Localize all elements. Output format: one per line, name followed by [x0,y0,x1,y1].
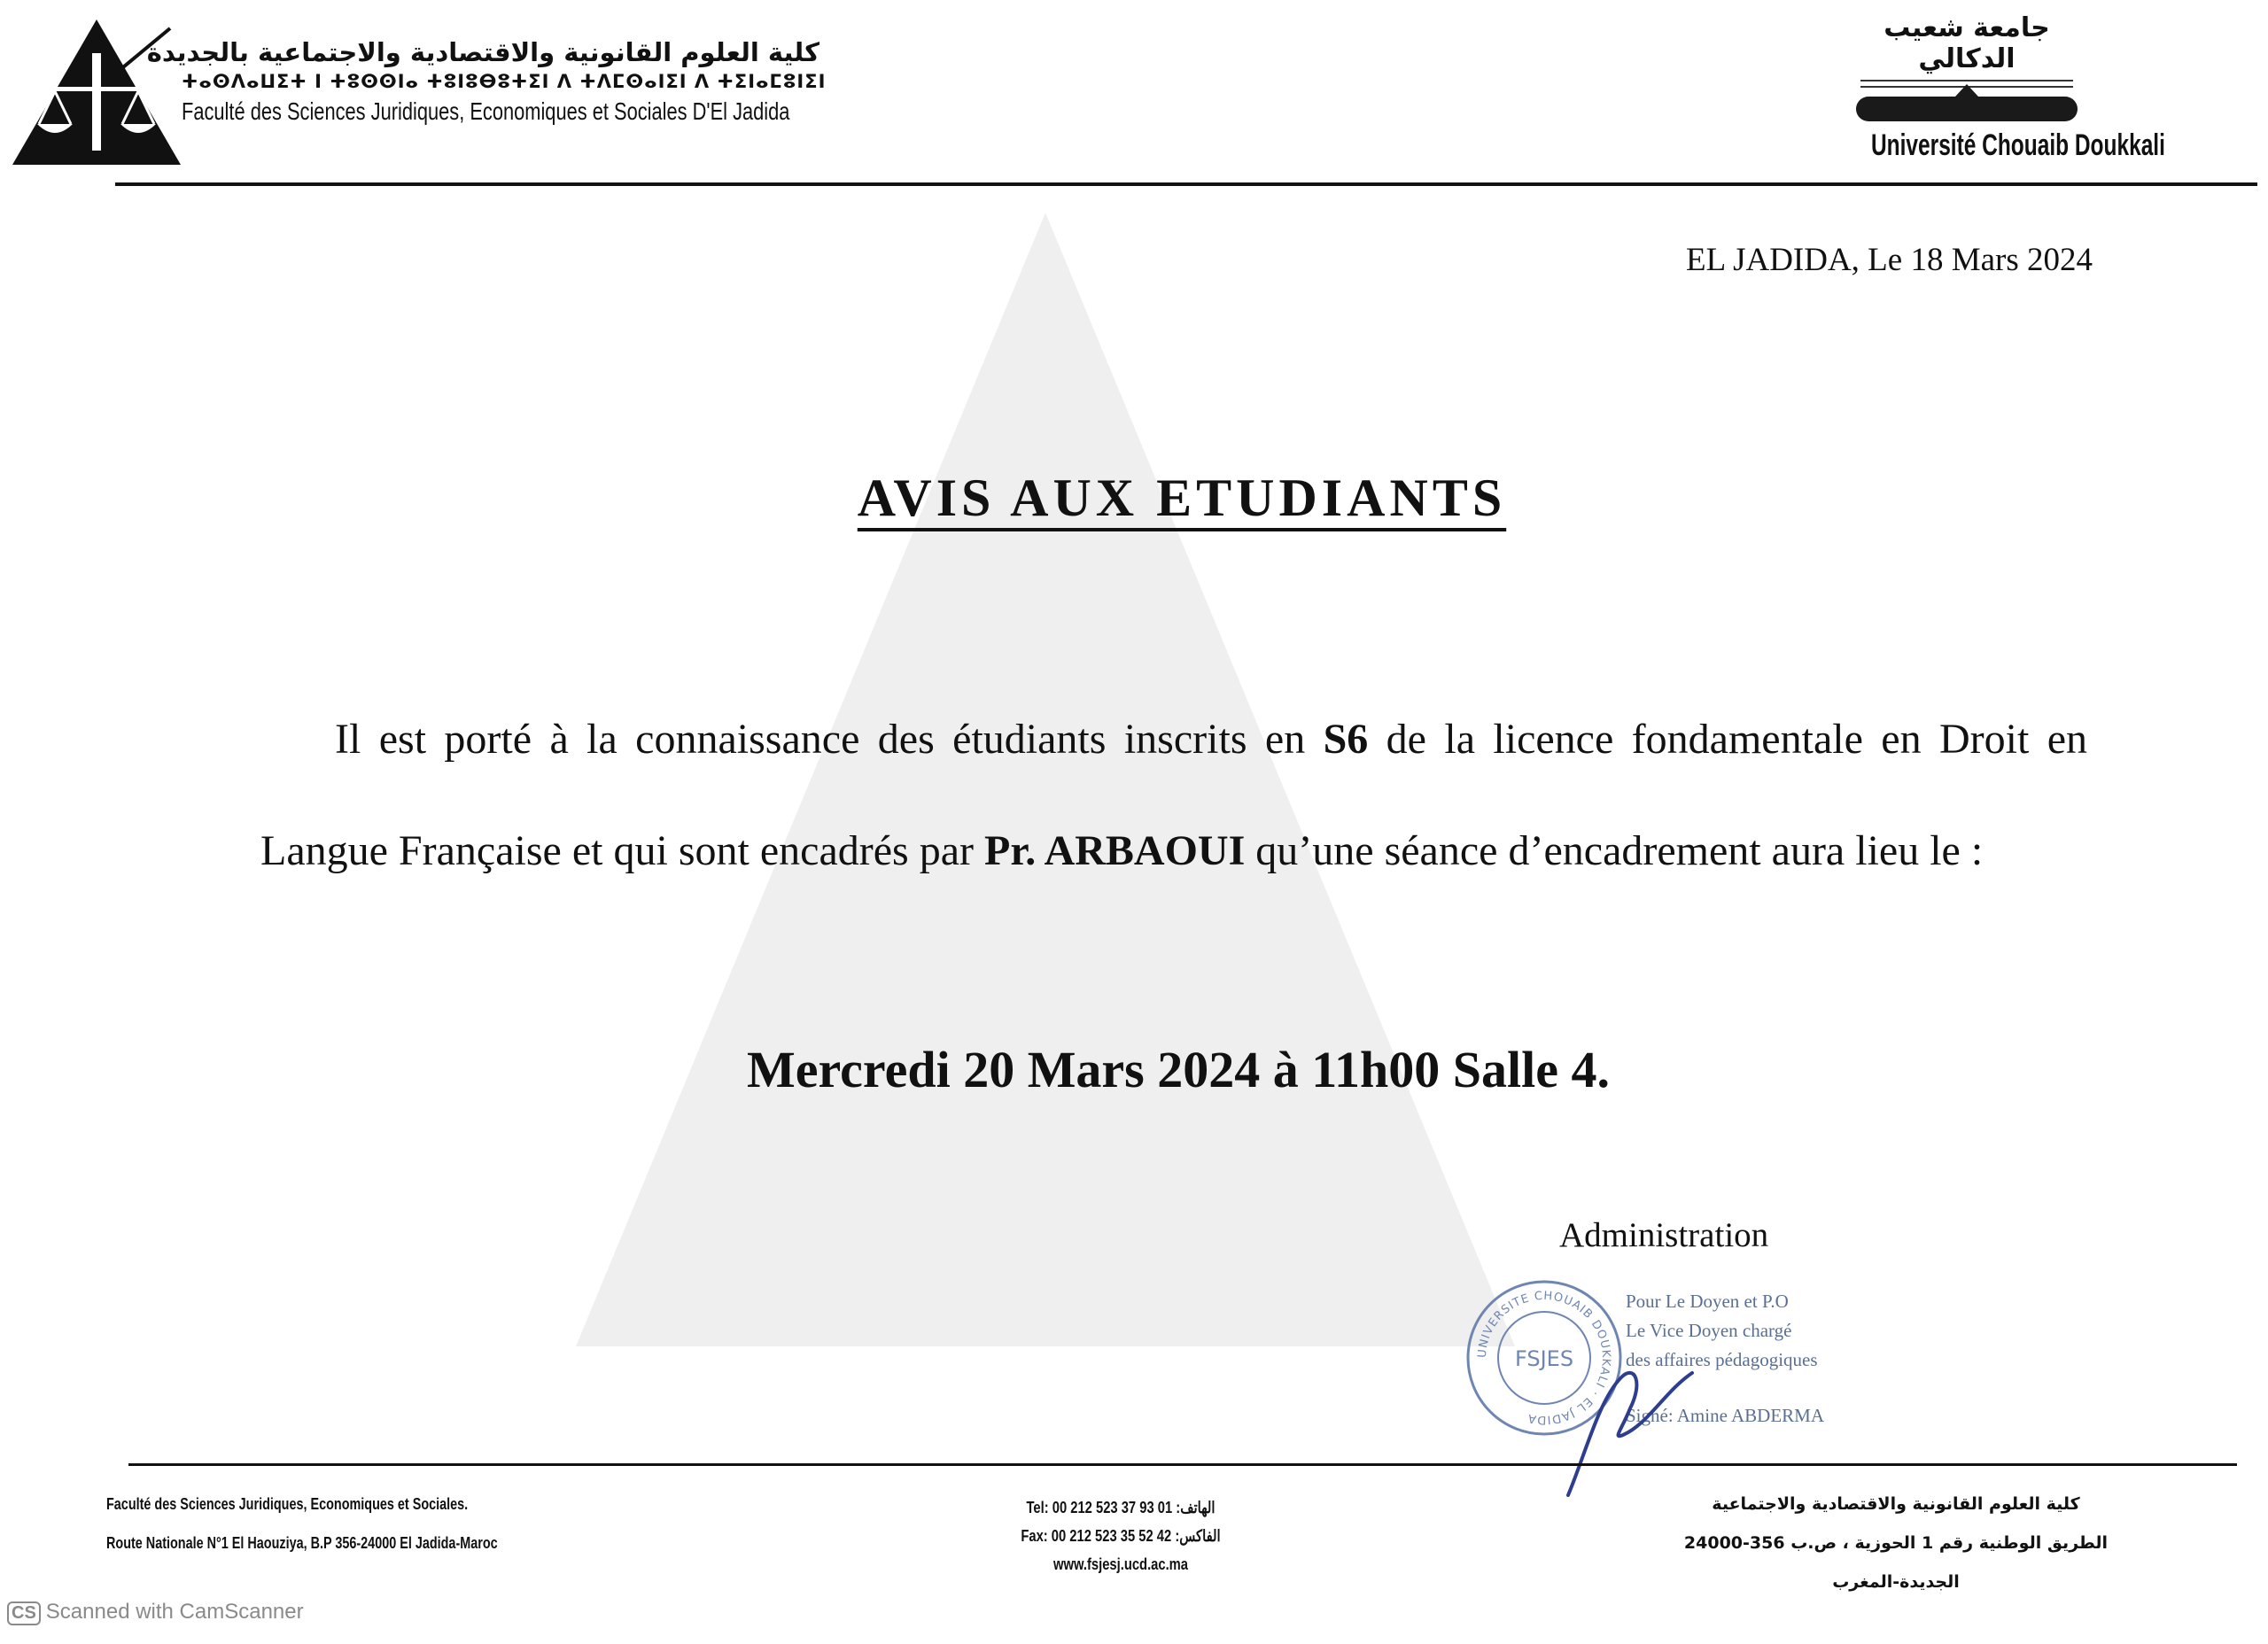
camscanner-watermark [7,1600,304,1625]
footer-right-line-1: كلية العلوم القانونية والاقتصادية والاجتماعية [1712,1494,2080,1514]
notice-paragraph [260,684,2087,907]
stamp-center-text: FSJES [1514,1346,1574,1371]
university-name-french: Université Chouaib Doukkali [1871,128,2165,162]
signature-line-4: Signé: Amine ABDERMA [1626,1405,1825,1426]
university-name-arabic: جامعة شعيب الدكالي [1884,12,2050,74]
footer-divider [128,1463,2237,1466]
footer-web: www.fsjesj.ucd.ac.ma [1052,1555,1189,1573]
administration-label: Administration [1559,1216,1769,1254]
faculty-header [146,37,827,126]
document-date: EL JADIDA, Le 18 Mars 2024 [1686,242,2093,278]
stamp-ring-text: UNIVERSITE CHOUAIB DOUKKALI · EL JADIDA [1475,1289,1613,1427]
signature-line-3: des affaires pédagogiques [1626,1349,1818,1370]
handwritten-signature [1559,1355,1736,1497]
footer-right-line-2: الطريق الوطنية رقم 1 الحوزية ، ص.ب 356-24000 الجديدة-المغرب [1683,1533,2109,1592]
notice-end: qu’une séance d’encadrement aura lieu le : [1245,827,1984,874]
signature-line-1: Pour Le Doyen et P.O [1626,1291,1789,1312]
session-schedule: Mercredi 20 Mars 2024 à 11h00 Salle 4. [746,1041,1611,1098]
faculty-name-tifinagh: ⵜⴰⵙⴷⴰⵡⵉⵜ ⵏ ⵜⵓⵙⵙⵏⴰ ⵜⵓⵏⵓⴱⵓⵜⵉⵏ ⴷ ⵜⴷⵎⵙⴰⵏⵉⵏ ⴷ ⵜⵉⵏⴰⵎⵓⵏⵉⵏ [182,71,827,92]
faculty-name-arabic: كلية العلوم القانونية والاقتصادية والاجتماعية بالجديدة [146,37,819,67]
notice-body [260,684,2087,907]
footer-address-fr [106,1485,595,1563]
footer-address-ar [1648,1485,2144,1601]
footer-tel: Tel: 00 212 523 37 93 01 :الهاتف [1026,1499,1216,1516]
signature-line-2: Le Vice Doyen chargé [1626,1320,1792,1341]
footer-left-line-1: Faculté des Sciences Juridiques, Economiques et Sociales. [106,1495,469,1513]
notice-professor: Pr. ARBAOUI [984,827,1246,874]
camscanner-text: Scanned with CamScanner [45,1600,304,1624]
footer-contact [983,1493,1258,1578]
university-arch-logo [1856,97,2078,121]
notice-mid: de la licence fondamentale en Droit en Langue Française et qui sont encadrés par [260,716,2087,874]
footer-fax: Fax: 00 212 523 35 52 42 :الفاكس [1021,1527,1221,1545]
notice-level: S6 [1323,716,1369,763]
header-divider [115,182,2257,186]
document-title: AVIS AUX ETUDIANTS [857,469,1507,527]
notice-intro: Il est porté à la connaissance des étudiants inscrits en [335,716,1324,763]
footer-left-line-2: Route Nationale N°1 El Haouziya, B.P 356-24000 El Jadida-Maroc [106,1534,498,1552]
faculty-name-french: Faculté des Sciences Juridiques, Economiques et Sociales D'El Jadida [182,97,790,125]
camscanner-icon: CS [7,1601,41,1625]
university-header [1834,12,2165,163]
